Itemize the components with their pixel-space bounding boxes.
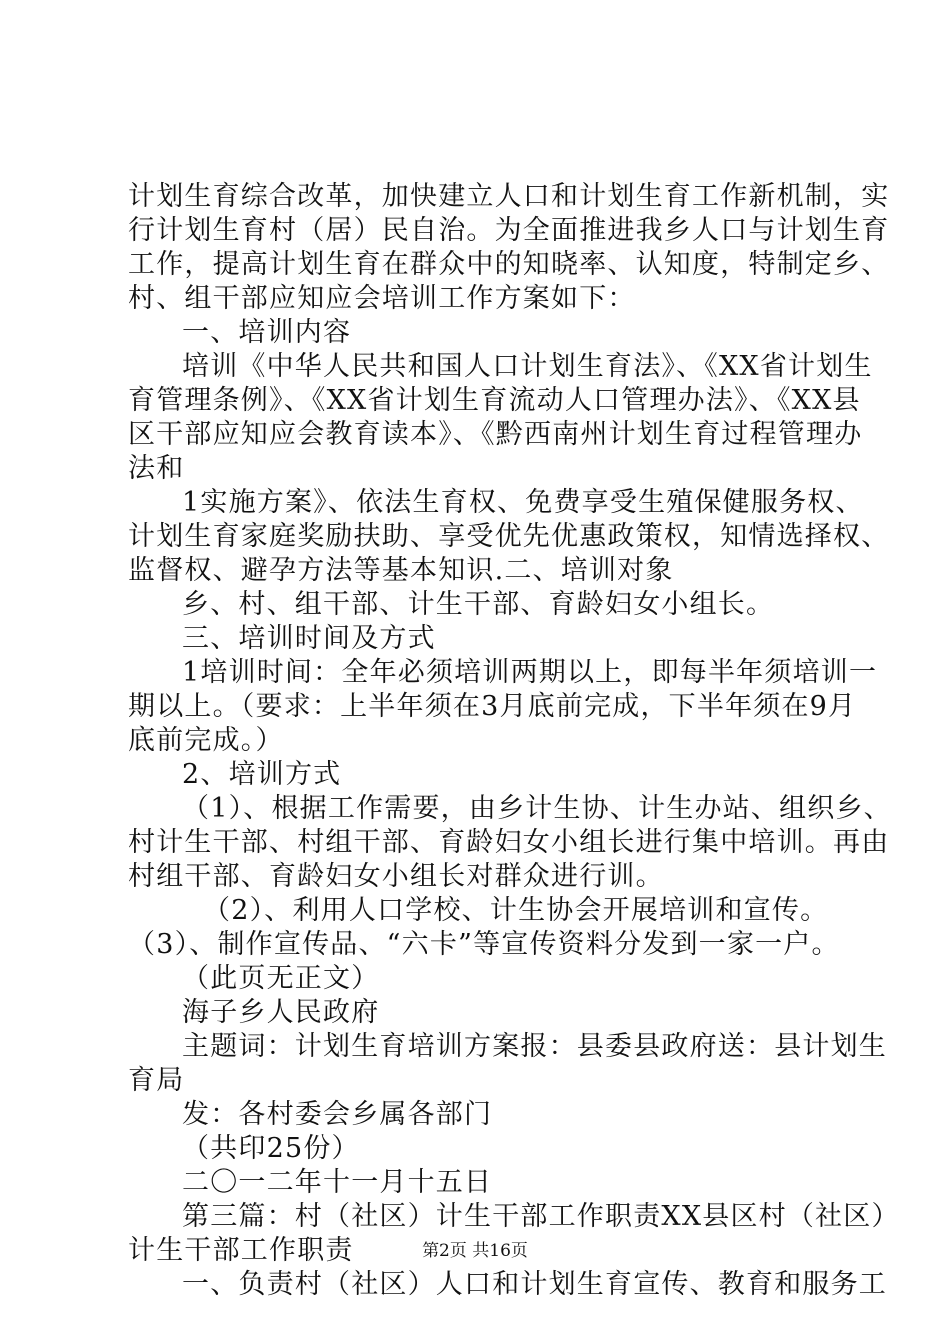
body-text-line: 村、组干部应知应会培训工作方案如下： bbox=[128, 283, 636, 314]
body-text-line: 村组干部、育龄妇女小组长对群众进行训。 bbox=[128, 861, 664, 892]
section-heading: 三、培训时间及方式 bbox=[182, 623, 436, 654]
body-text-line: （共印25份） bbox=[182, 1133, 360, 1164]
body-text-line: 1培训时间：全年必须培训两期以上，即每半年须培训一 bbox=[182, 657, 878, 688]
body-text-line: 监督权、避孕方法等基本知识.二、培训对象 bbox=[128, 555, 674, 586]
body-text-line: 育管理条例》、《XX省计划生育流动人口管理办法》、《XX县 bbox=[128, 385, 861, 416]
body-text-line: （1）、根据工作需要，由乡计生协、计生办站、组织乡、 bbox=[182, 793, 892, 824]
body-text-line: 底前完成。） bbox=[128, 725, 284, 756]
page-number-footer: 第2页 共16页 bbox=[422, 1241, 528, 1261]
body-text-line: 计划生育综合改革，加快建立人口和计划生育工作新机制，实 bbox=[128, 181, 890, 212]
body-text-line: 计划生育家庭奖励扶助、享受优先优惠政策权，知情选择权、 bbox=[128, 521, 890, 552]
body-text-line: （3）、制作宣传品、“六卡”等宣传资料分发到一家一户。 bbox=[128, 929, 840, 960]
document-date: 二〇一二年十一月十五日 bbox=[182, 1167, 493, 1198]
body-text-line: 主题词：计划生育培训方案报：县委县政府送：县计划生 bbox=[182, 1031, 887, 1062]
body-text-line: 计生干部工作职责 bbox=[128, 1235, 354, 1266]
body-text-line: 区干部应知应会教育读本》、《黔西南州计划生育过程管理办 bbox=[128, 419, 863, 450]
body-text-line: 行计划生育村（居）民自治。为全面推进我乡人口与计划生育 bbox=[128, 215, 890, 246]
body-text-line: 一、负责村（社区）人口和计划生育宣传、教育和服务工 bbox=[182, 1269, 887, 1300]
body-text-line: 工作，提高计划生育在群众中的知晓率、认知度，特制定乡、 bbox=[128, 249, 890, 280]
section-heading: 2、培训方式 bbox=[182, 759, 342, 790]
body-text-line: 发：各村委会乡属各部门 bbox=[182, 1099, 493, 1130]
body-text-line: 期以上。（要求：上半年须在3月底前完成，下半年须在9月 bbox=[128, 691, 857, 722]
section-heading: 第三篇：村（社区）计生干部工作职责XX县区村（社区） bbox=[182, 1201, 900, 1232]
body-text-line: （2）、利用人口学校、计生协会开展培训和宣传。 bbox=[203, 895, 829, 926]
issuer-name: 海子乡人民政府 bbox=[182, 997, 380, 1028]
body-text-line: 村计生干部、村组干部、育龄妇女小组长进行集中培训。再由 bbox=[128, 827, 890, 858]
body-text-line: 1实施方案》、依法生育权、免费享受生殖保健服务权、 bbox=[182, 487, 864, 518]
body-text-line: 育局 bbox=[128, 1065, 185, 1096]
body-text-line: 法和 bbox=[128, 453, 185, 484]
body-text-line: （此页无正文） bbox=[182, 963, 380, 994]
body-text-line: 乡、村、组干部、计生干部、育龄妇女小组长。 bbox=[182, 589, 775, 620]
section-heading: 一、培训内容 bbox=[182, 317, 352, 348]
body-text-line: 培训《中华人民共和国人口计划生育法》、《XX省计划生 bbox=[182, 351, 873, 382]
